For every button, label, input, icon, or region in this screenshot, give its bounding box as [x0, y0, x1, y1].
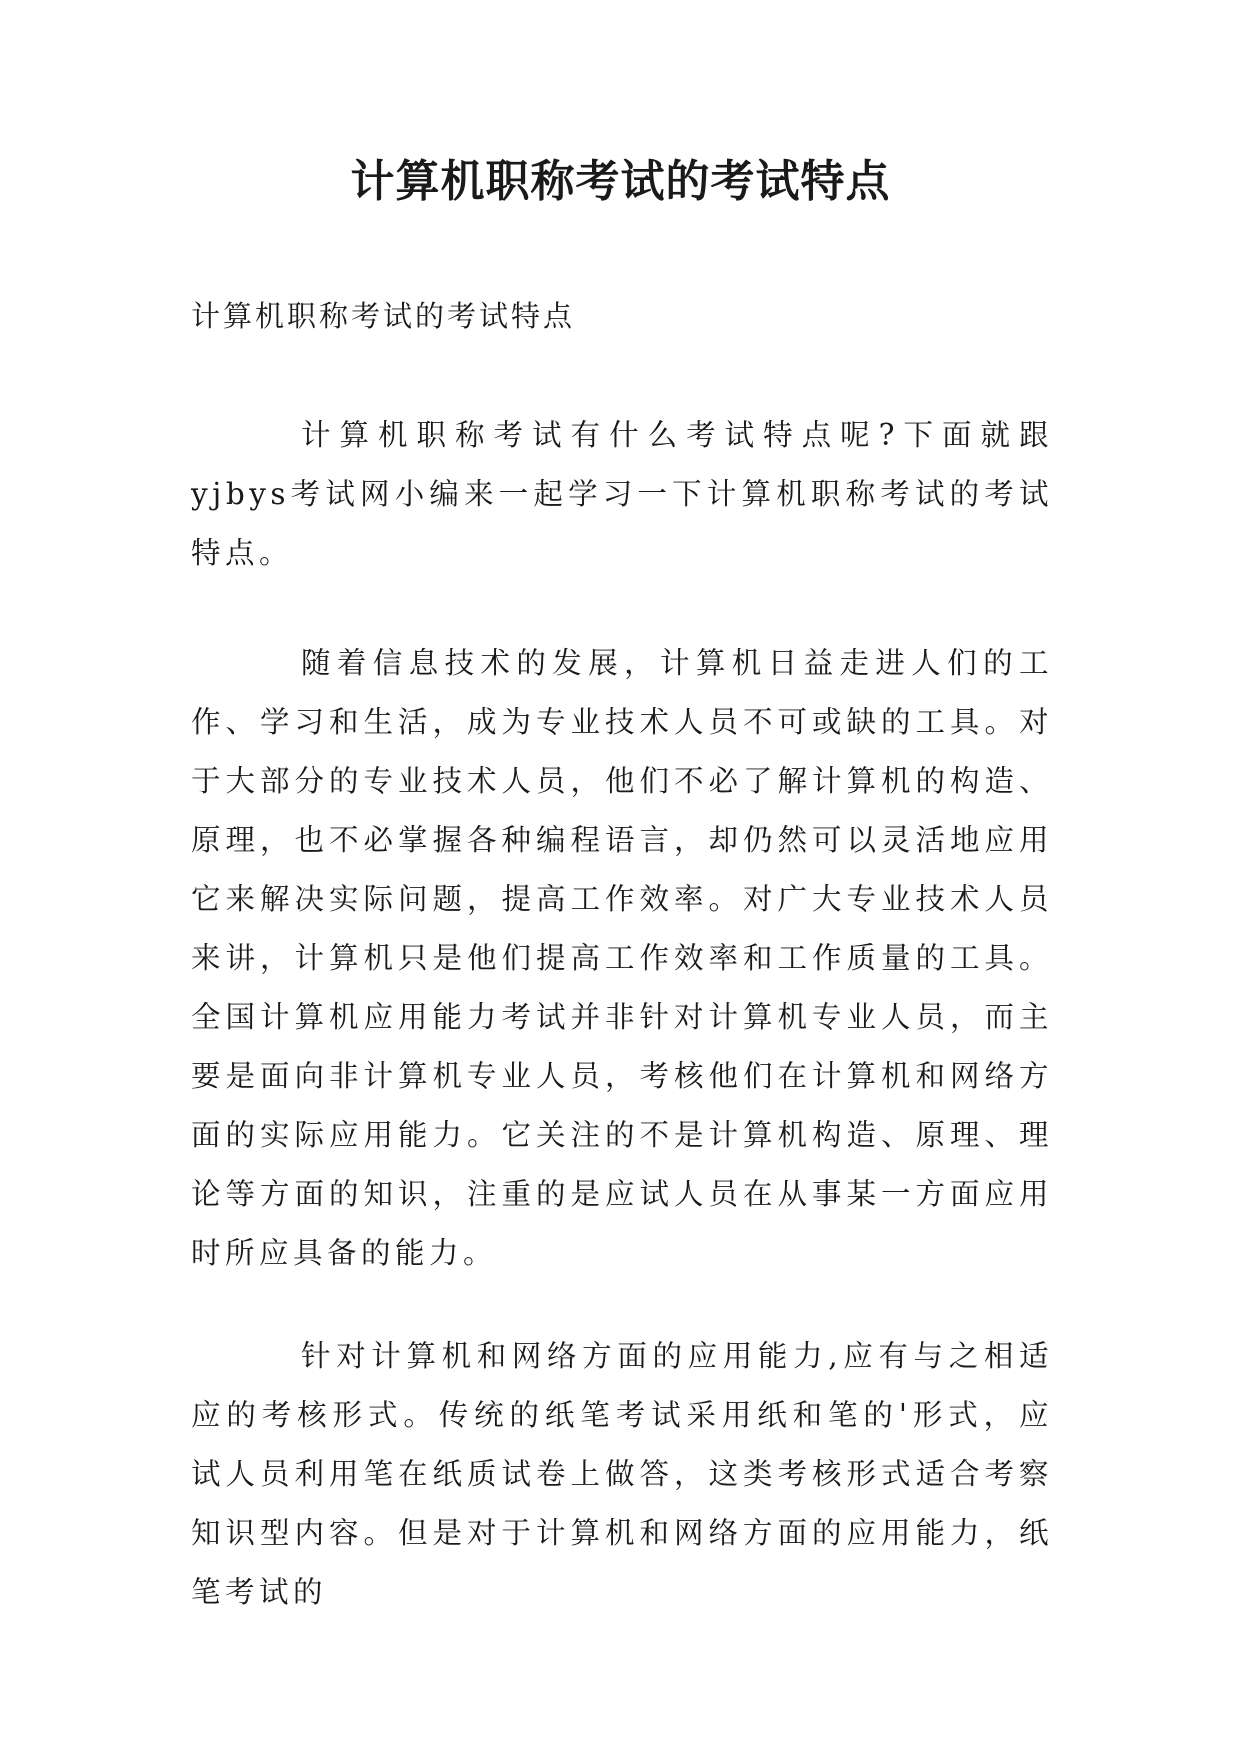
- document-subtitle: 计算机职称考试的考试特点: [191, 299, 576, 333]
- paragraph-assessment: 针对计算机和网络方面的应用能力,应有与之相适应的考核形式。传统的纸笔考试采用纸和笔的'形式，应试人员利用笔在纸质试卷上做答，这类考核形式适合考察知识型内容。但是对于计算机和网络方面的应用能力，纸笔考试的: [191, 1339, 1053, 1609]
- paragraph-intro: 计算机职称考试有什么考试特点呢?下面就跟yjbys考试网小编来一起学习一下计算机职称考试的考试特点。: [191, 418, 1053, 570]
- paragraph-background: 随着信息技术的发展，计算机日益走进人们的工作、学习和生活，成为专业技术人员不可或缺的工具。对于大部分的专业技术人员，他们不必了解计算机的构造、原理，也不必掌握各种编程语言，却仍然可以灵活地应用它来解决实际问题，提高工作效率。对广大专业技术人员来讲，计算机只是他们提高工作效率和工作质量的工具。全国计算机应用能力考试并非针对计算机专业人员，而主要是面向非计算机专业人员，考核他们在计算机和网络方面的实际应用能力。它关注的不是计算机构造、原理、理论等方面的知识，注重的是应试人员在从事某一方面应用时所应具备的能力。: [191, 646, 1053, 1270]
- document-title: 计算机职称考试的考试特点: [350, 156, 891, 207]
